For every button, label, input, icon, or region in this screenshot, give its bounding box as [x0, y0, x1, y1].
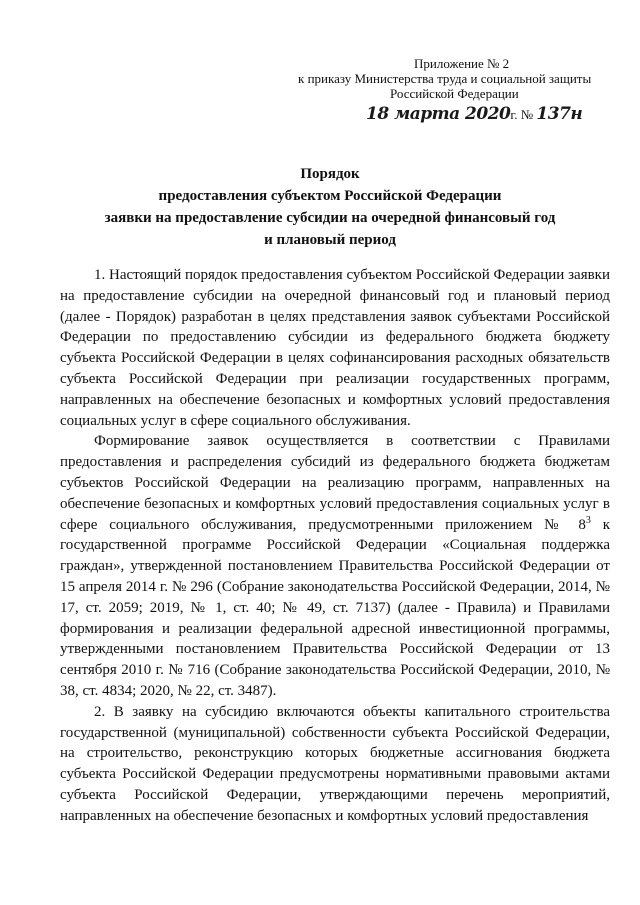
paragraph-2-start: Формирование заявок осуществляется в соответствии с Правилами предоставления и распределения субсидий из федерального бюджета бюджетам субъектов Российской Федерации на реализацию программ, направленных на обеспечение безопасных и комфортных условий предоставления социальных услуг в сфере социального обслуживания, предусмотренными приложением № 8 — [60, 433, 610, 533]
appendix-header — [290, 56, 620, 101]
title-line-3: заявки на предоставление субсидии на очередной финансовый год — [104, 210, 556, 226]
order-date-number — [366, 104, 582, 124]
appendix-number: Приложение № 2 — [414, 56, 510, 71]
paragraph-2-end: к государственной программе Российской Федерации «Социальная поддержка граждан», утвержденной постановлением Правительства Российской Федерации от 15 апреля 2014 г. № 296 (Собрание законодательства Российской Федерации, 2014, № 17, ст. 2059; 2019, № 1, ст. 40; № 49, ст. 7137) (далее - Правила) и Правилами формирования и реализации федеральной адресной инвестиционной программы, утвержденными постановлением Правительства Российской Федерации от 13 сентября 2010 г. № 716 (Собрание законодательства Российской Федерации, 2010, № 38, ст. 4834; 2020, № 22, ст. 3487). — [60, 516, 610, 699]
title-line-1: Порядок — [300, 166, 360, 182]
superscript-3: 3 — [585, 514, 591, 526]
year-number-label: г. № — [510, 107, 534, 122]
document-title — [60, 163, 600, 251]
appendix-country: Российской Федерации — [390, 86, 519, 101]
paragraph-3: 2. В заявку на субсидию включаются объекты капитального строительства государственной (муниципальной) собственности субъекта Российской Федерации, на строительство, реконструкцию которых бюджетные ассигнования бюджета субъекта Российской Федерации предусмотрены нормативными правовыми актами субъекта Российской Федерации, утверждающими перечень мероприятий, направленных на обеспечение безопасных и комфортных условий предоставления — [60, 703, 610, 824]
document-body — [60, 265, 610, 827]
title-line-2: предоставления субъектом Российской Федерации — [158, 188, 502, 204]
appendix-order-ref: к приказу Министерства труда и социальной защиты — [298, 71, 592, 86]
paragraph-2 — [60, 431, 610, 701]
paragraph-1: 1. Настоящий порядок предоставления субъектом Российской Федерации заявки на предоставление субсидии на очередной финансовый год и плановый период (далее - Порядок) разработан в целях представления заявок субъектами Российской Федерации по предоставлению субсидии из федерального бюджета бюджету субъекта Российской Федерации в целях софинансирования расходных обязательств субъекта Российской Федерации при реализации государственных программ, направленных на обеспечение безопасных и комфортных условий предоставления социальных услуг в сфере социального обслуживания. — [60, 267, 610, 429]
handwritten-number: 137н — [536, 104, 583, 124]
handwritten-date: 18 марта 2020 — [366, 104, 511, 124]
title-line-4: и плановый период — [264, 232, 396, 248]
